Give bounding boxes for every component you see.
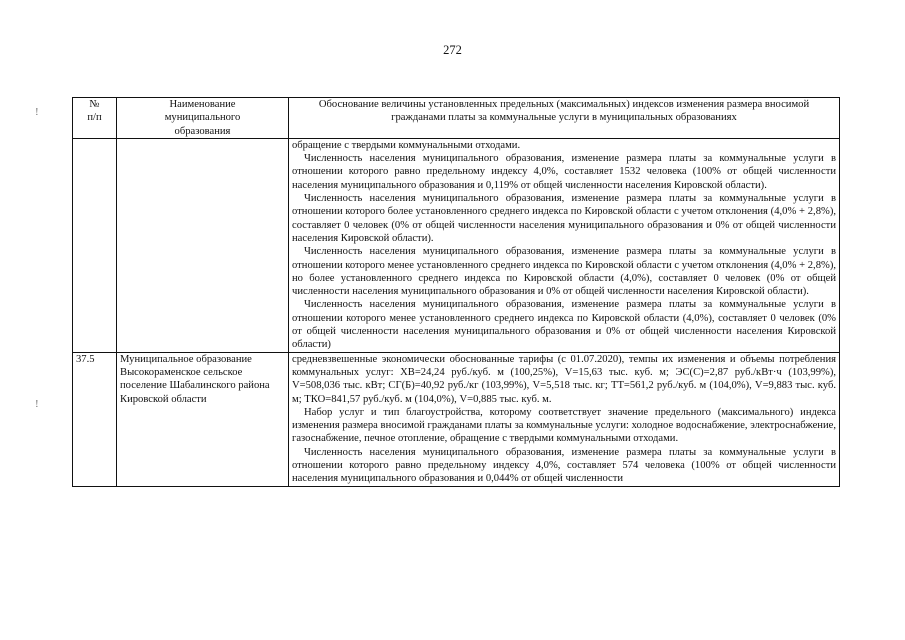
paragraph: Набор услуг и тип благоустройства, которому соответствует значение предельного (максимального) индекса изменения размера вносимой гражданами платы за коммунальные услуги: холодное водоснабжение, электроснабжение, газоснабжение, печное отопление, обращение с твердыми коммунальными отходами. [292,406,836,445]
header-justification: Обоснование величины установленных предельных (максимальных) индексов изменения размера вносимой гражданами платы за коммунальные услуги в муниципальных образованиях [289,98,840,139]
cell-justification [289,352,840,486]
indices-table [72,97,840,487]
paragraph: Численность населения муниципального образования, изменение размера платы за коммунальные услуги в отношении которого более установленного среднего индекса по Кировской области с учетом отклонения (4,0% + 2,8%), составляет 0 человек (0% от общей численности населения муниципального образования и 0% от общей численности населения Кировской области). [292,193,836,244]
cell-number [73,138,117,352]
cell-municipality [117,138,289,352]
paragraph: Численность населения муниципального образования, изменение размера платы за коммунальные услуги в отношении которого менее установленного среднего индекса по Кировской области (4,0%), составляет 0 человек (0% от общей численности населения муниципального образования и 0% от общей численности населения Кировской области) [292,299,836,351]
paragraph: Численность населения муниципального образования, изменение размера платы за коммунальные услуги в отношении которого равно предельному индексу 4,0%, составляет 1532 человека (100% от общей численности населения муниципального образования и 0,119% от общей численности населения Кировской области). [292,153,836,191]
table-row-continuation [73,138,840,352]
cell-number: 37.5 [73,352,117,486]
cell-municipality: Муниципальное образование Высокораменское сельское поселение Шабалинского района Кировской области [117,352,289,486]
page-number: 272 [443,43,462,57]
paragraph: Численность населения муниципального образования, изменение размера платы за коммунальные услуги в отношении которого равно предельному индексу 4,0%, составляет 574 человека (100% от общей численности населения муниципального образования и 0,044% от общей численности [292,446,836,485]
paragraph: обращение с твердыми коммунальными отходами. [292,139,521,151]
margin-mark: ! [35,106,39,118]
table-row-37-5 [73,352,840,486]
cell-justification [289,138,840,352]
header-municipality: Наименование муниципального образования [117,98,289,139]
paragraph: средневзвешенные экономически обоснованные тарифы (с 01.07.2020), темпы их изменения и объемы потребления коммунальных услуг: ХВ=24,24 руб./куб. м (100,25%), V=15,63 тыс. куб. м; ЭС(С)=2,87 руб./кВт·ч (103,99%), V=508,036 тыс. кВт; СГ(Б)=40,92 руб./кг (103,99%), V=5,518 тыс. кг; ТТ=561,2 руб./куб. м (104,0%), V=9,883 тыс. куб. м; ТКО=841,57 руб./куб. м (104,0%), V=0,885 тыс. куб. м. [292,353,836,405]
margin-mark: ! [35,398,39,410]
header-number: № п/п [73,98,117,139]
table-header-row [73,98,840,139]
paragraph: Численность населения муниципального образования, изменение размера платы за коммунальные услуги в отношении которого менее установленного среднего индекса по Кировской области с учетом отклонения (4,0% + 2,8%), но более установленного среднего индекса по Кировской области (4,0%), составляет 0 человек (0% от общей численности населения муниципального образования и 0% от общей численности населения Кировской области). [292,246,836,298]
